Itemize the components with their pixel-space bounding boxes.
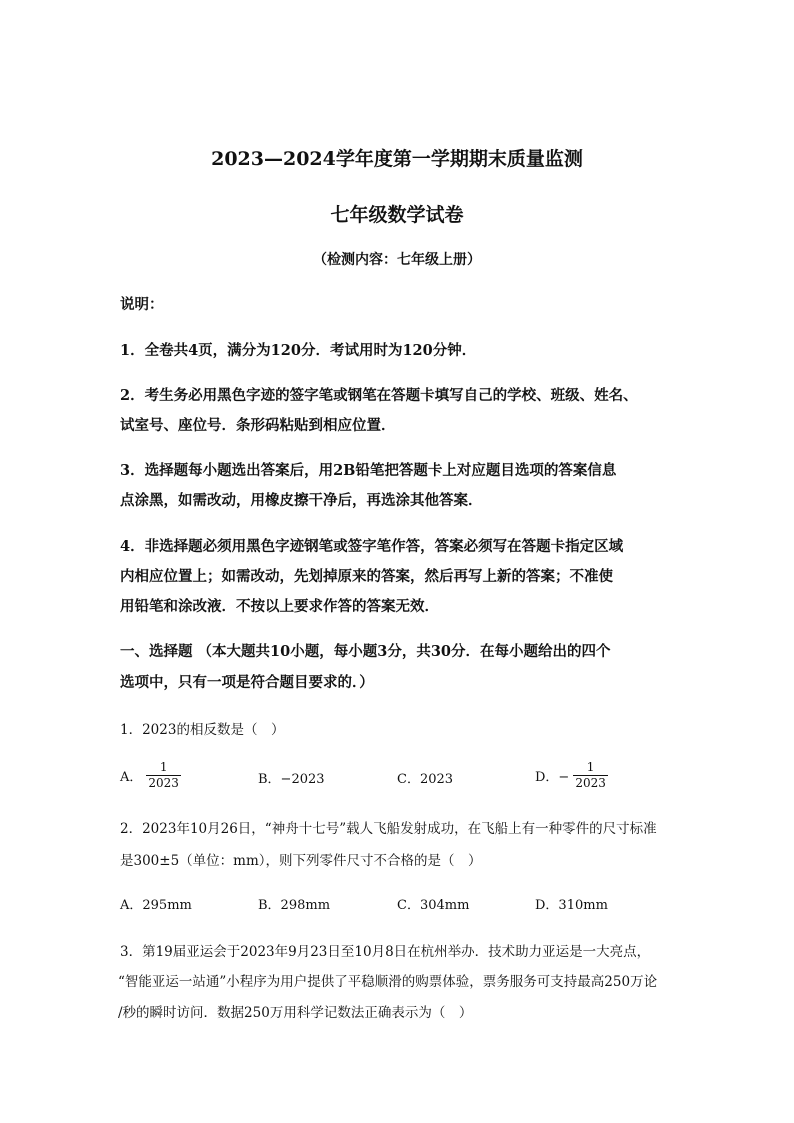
instruction-3-line2: 点涂黑，如需改动，用橡皮擦干净后，再选涂其他答案． (120, 492, 483, 509)
question-2-option-d: D．310mm (535, 898, 608, 913)
question-1-option-c: C．2023 (397, 772, 454, 787)
question-2-line2: 是300±5（单位：mm），则下列零件尺寸不合格的是（ ） (120, 853, 482, 869)
fraction (146, 760, 181, 791)
question-3-line1: 3．第19届亚运会于2023年9月23日至10月8日在杭州举办．技术助力亚运是一大亮点， (120, 944, 651, 960)
section-1-heading-line2: 选项中，只有一项是符合题目要求的．） (120, 674, 374, 691)
instruction-2-line1: 2．考生务必用黑色字迹的签字笔或钢笔在答题卡填写自己的学校、班级、姓名、 (120, 387, 638, 404)
question-1-option-a (120, 760, 181, 791)
option-a-label: A． (120, 770, 143, 785)
question-1-option-b: B．−2023 (258, 772, 325, 787)
exam-scope: （检测内容：七年级上册） (313, 252, 481, 268)
instruction-3-line1: 3．选择题每小题选出答案后，用2B铅笔把答题卡上对应题目选项的答案信息 (120, 462, 617, 479)
instruction-4-line2: 内相应位置上；如需改动，先划掉原来的答案，然后再写上新的答案；不准使 (120, 568, 613, 585)
section-1-heading-line1: 一、选择题 （本大题共10小题，每小题3分，共30分．在每小题给出的四个 (120, 643, 611, 660)
fraction (573, 760, 608, 791)
question-3-line3: /秒的瞬时访问．数据250万用科学记数法正确表示为（ ） (118, 1005, 473, 1021)
question-2-line1: 2．2023年10月26日，“神舟十七号”载人飞船发射成功，在飞船上有一种零件的尺寸标准 (120, 821, 657, 837)
question-1-option-d (535, 760, 608, 791)
fraction-denominator: 2023 (148, 776, 179, 790)
instruction-4-line3: 用铅笔和涂改液．不按以上要求作答的答案无效． (120, 598, 439, 615)
question-1-stem: 1．2023的相反数是（ ） (120, 722, 285, 738)
fraction-numerator: 1 (586, 760, 595, 774)
question-2-option-c: C．304mm (397, 898, 470, 913)
instruction-1: 1．全卷共4页，满分为120分．考试用时为120分钟． (120, 342, 477, 359)
question-2-option-a: A．295mm (120, 898, 192, 913)
question-3-line2: “智能亚运一站通”小程序为用户提供了平稳顺滑的购票体验，票务服务可支持最高250万论 (118, 974, 658, 990)
instruction-4-line1: 4．非选择题必须用黑色字迹钢笔或签字笔作答，答案必须写在答题卡指定区域 (120, 538, 624, 555)
exam-title: 2023—2024学年度第一学期期末质量监测 (211, 148, 583, 170)
exam-subtitle: 七年级数学试卷 (330, 204, 464, 226)
fraction-numerator: 1 (159, 760, 168, 774)
instructions-heading: 说明： (120, 296, 164, 313)
fraction-denominator: 2023 (575, 776, 606, 790)
option-d-label: D．− (535, 770, 570, 785)
question-2-option-b: B．298mm (258, 898, 331, 913)
instruction-2-line2: 试室号、座位号．条形码粘贴到相应位置． (120, 417, 396, 434)
